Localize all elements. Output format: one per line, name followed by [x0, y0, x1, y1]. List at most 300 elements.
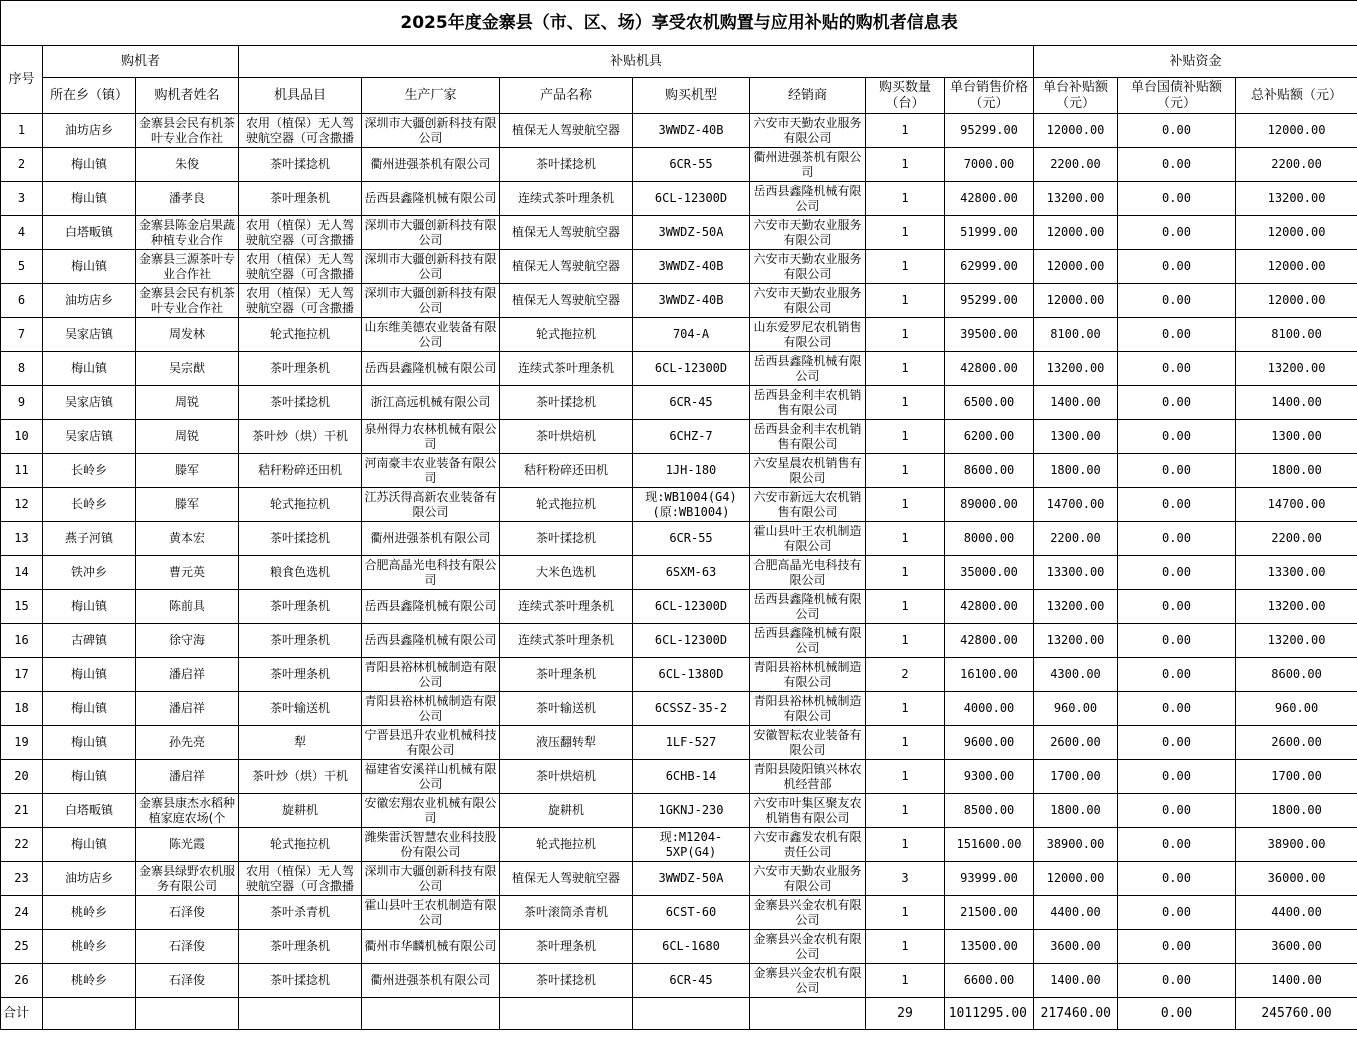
cell-manufacturer	[362, 794, 500, 828]
cell-unit-subsidy	[1034, 352, 1118, 386]
cell-product-text: 大米色选机	[535, 565, 596, 579]
cell-unit-bond-subsidy-text: 0.00	[1162, 633, 1191, 647]
cell-unit-bond-subsidy-text: 0.00	[1162, 429, 1191, 443]
cell-total-subsidy-text: 1300.00	[1271, 429, 1322, 443]
cell-total-subsidy	[1236, 862, 1357, 896]
cell-model	[633, 454, 750, 488]
cell-unit-price	[945, 352, 1034, 386]
cell-product-text: 茶叶理条机	[535, 667, 596, 681]
cell-township-text: 长岭乡	[70, 497, 107, 511]
cell-buyer-name-text: 潘孝良	[168, 191, 205, 205]
cell-unit-subsidy-text: 960.00	[1053, 701, 1098, 715]
cell-township-text: 吴家店镇	[64, 395, 113, 409]
cell-seq-text: 1	[17, 123, 26, 137]
cell-manufacturer-text: 浙江高远机械有限公司	[370, 395, 491, 409]
cell-unit-bond-subsidy-text: 0.00	[1162, 599, 1191, 613]
cell-township-text: 油坊店乡	[64, 871, 113, 885]
cell-category	[239, 352, 362, 386]
table-row	[1, 658, 1357, 692]
cell-model-text: 6CR-45	[669, 973, 713, 987]
cell-buyer-name	[136, 556, 239, 590]
table-row	[1, 386, 1357, 420]
cell-seq	[1, 590, 43, 624]
cell-total-subsidy-text: 4400.00	[1271, 905, 1322, 919]
cell-manufacturer-text: 岳西县鑫隆机械有限公司	[364, 191, 497, 205]
cell-unit-subsidy-text: 8100.00	[1050, 327, 1101, 341]
cell-unit-price	[945, 794, 1034, 828]
cell-unit-subsidy	[1034, 896, 1118, 930]
cell-unit-price-text: 42800.00	[960, 361, 1018, 375]
cell-dealer-text: 六安市天勤农业服务有限公司	[753, 115, 862, 145]
cell-township-text: 古碑镇	[70, 633, 107, 647]
cell-unit-price	[945, 658, 1034, 692]
cell-category-text: 茶叶炒（烘）干机	[251, 769, 348, 783]
cell-dealer-text: 山东爱罗尼农机销售有限公司	[753, 319, 862, 349]
cell-dealer	[750, 794, 866, 828]
cell-model-text: 3WWDZ-40B	[658, 123, 724, 137]
cell-buyer-name	[136, 522, 239, 556]
cell-dealer-text: 岳西县鑫隆机械有限公司	[753, 625, 862, 655]
cell-unit-price	[945, 556, 1034, 590]
cell-unit-subsidy-text: 12000.00	[1046, 871, 1105, 885]
header-category: 机具品目	[239, 78, 362, 114]
cell-model-text: 6CL-1380D	[658, 667, 724, 681]
cell-seq	[1, 522, 43, 556]
cell-category-text: 茶叶揉捻机	[269, 531, 330, 545]
cell-buyer-name-text: 金寨县会民有机茶叶专业合作社	[138, 115, 235, 145]
cell-township-text: 梅山镇	[70, 701, 107, 715]
cell-unit-price	[945, 488, 1034, 522]
cell-dealer	[750, 454, 866, 488]
cell-buyer-name-text: 吴宗猷	[168, 361, 205, 375]
cell-unit-subsidy-text: 13200.00	[1046, 361, 1105, 375]
cell-unit-price	[945, 454, 1034, 488]
cell-township	[43, 284, 136, 318]
cell-manufacturer-text: 青阳县裕林机械制造有限公司	[364, 659, 497, 689]
cell-total-subsidy	[1236, 522, 1357, 556]
cell-unit-price-text: 151600.00	[956, 837, 1022, 851]
cell-buyer-name-text: 滕军	[174, 463, 199, 477]
cell-seq-text: 4	[17, 225, 26, 239]
cell-manufacturer	[362, 454, 500, 488]
cell-manufacturer	[362, 930, 500, 964]
cell-total-subsidy	[1236, 454, 1357, 488]
cell-unit-subsidy-text: 13200.00	[1046, 599, 1105, 613]
cell-quantity	[866, 420, 945, 454]
cell-category-text: 茶叶揉捻机	[269, 395, 330, 409]
cell-unit-subsidy	[1034, 522, 1118, 556]
cell-buyer-name-text: 周锐	[174, 429, 199, 443]
cell-product	[500, 658, 633, 692]
cell-township-text: 白塔畈镇	[64, 803, 113, 817]
cell-category-text: 茶叶理条机	[269, 599, 330, 613]
cell-manufacturer	[362, 964, 500, 998]
cell-quantity-text: 1	[901, 429, 909, 443]
cell-buyer-name	[136, 488, 239, 522]
cell-dealer-text: 岳西县鑫隆机械有限公司	[753, 591, 862, 621]
cell-seq	[1, 862, 43, 896]
cell-total-subsidy	[1236, 114, 1357, 148]
cell-township-text: 油坊店乡	[64, 293, 113, 307]
cell-manufacturer-text: 山东维美德农业装备有限公司	[364, 319, 497, 349]
cell-unit-subsidy	[1034, 828, 1118, 862]
cell-unit-price	[945, 284, 1034, 318]
cell-buyer-name-text: 孙先亮	[168, 735, 205, 749]
cell-quantity-text: 1	[901, 939, 909, 953]
cell-township	[43, 828, 136, 862]
cell-model-text: 6CR-55	[669, 531, 713, 545]
cell-unit-subsidy	[1034, 964, 1118, 998]
cell-buyer-name	[136, 114, 239, 148]
cell-dealer	[750, 556, 866, 590]
cell-unit-price	[945, 760, 1034, 794]
cell-buyer-name-text: 石泽俊	[168, 973, 205, 987]
cell-township	[43, 488, 136, 522]
cell-dealer-text: 金寨县兴金农机有限公司	[753, 965, 862, 995]
cell-product	[500, 794, 633, 828]
cell-dealer-text: 合肥高晶光电科技有限公司	[753, 557, 862, 587]
cell-unit-bond-subsidy	[1118, 454, 1236, 488]
cell-quantity	[866, 590, 945, 624]
cell-total-subsidy-text: 1400.00	[1271, 395, 1322, 409]
cell-dealer-text: 岳西县金利丰农机销售有限公司	[753, 387, 862, 417]
cell-unit-price-text: 42800.00	[960, 191, 1018, 205]
cell-unit-price	[945, 726, 1034, 760]
cell-product-text: 茶叶烘焙机	[535, 429, 596, 443]
cell-seq-text: 3	[17, 191, 26, 205]
cell-unit-price	[945, 624, 1034, 658]
cell-model-text: 1LF-527	[665, 735, 717, 749]
cell-manufacturer	[362, 658, 500, 692]
cell-seq	[1, 896, 43, 930]
cell-unit-price-text: 9600.00	[963, 735, 1015, 749]
table-row	[1, 182, 1357, 216]
table-row	[1, 216, 1357, 250]
cell-township	[43, 420, 136, 454]
cell-category-text: 轮式拖拉机	[269, 497, 330, 511]
cell-product	[500, 862, 633, 896]
cell-unit-subsidy-text: 12000.00	[1046, 259, 1105, 273]
cell-product-text: 茶叶理条机	[535, 939, 596, 953]
cell-product	[500, 692, 633, 726]
cell-seq	[1, 386, 43, 420]
cell-unit-bond-subsidy	[1118, 896, 1236, 930]
cell-unit-price-text: 13500.00	[960, 939, 1018, 953]
cell-category-text: 茶叶杀青机	[269, 905, 330, 919]
cell-manufacturer-text: 青阳县裕林机械制造有限公司	[364, 693, 497, 723]
cell-category	[239, 556, 362, 590]
cell-model	[633, 658, 750, 692]
cell-seq	[1, 114, 43, 148]
cell-township-text: 吴家店镇	[64, 327, 113, 341]
cell-category-text: 农用（植保）无人驾驶航空器（可含撒播	[245, 285, 354, 315]
cell-unit-price	[945, 964, 1034, 998]
table-row	[1, 930, 1357, 964]
cell-total-subsidy-text: 13200.00	[1267, 191, 1326, 205]
cell-quantity	[866, 624, 945, 658]
cell-product	[500, 454, 633, 488]
cell-model-text: 1JH-180	[665, 463, 717, 477]
cell-product-text: 茶叶揉捻机	[535, 973, 596, 987]
cell-unit-bond-subsidy	[1118, 692, 1236, 726]
cell-quantity-text: 1	[901, 735, 909, 749]
cell-unit-price	[945, 692, 1034, 726]
cell-unit-subsidy-text: 12000.00	[1046, 123, 1105, 137]
cell-total-subsidy-text: 2200.00	[1271, 531, 1322, 545]
cell-model	[633, 318, 750, 352]
cell-quantity	[866, 556, 945, 590]
cell-dealer-text: 青阳县裕林机械制造有限公司	[753, 693, 862, 723]
cell-total-subsidy-text: 1700.00	[1271, 769, 1322, 783]
cell-unit-price-text: 4000.00	[963, 701, 1015, 715]
cell-total-subsidy	[1236, 964, 1357, 998]
cell-buyer-name-text: 潘启祥	[168, 701, 205, 715]
cell-seq-text: 13	[14, 531, 29, 545]
cell-quantity-text: 1	[901, 395, 909, 409]
cell-model-text: 现:M1204-5XP(G4)	[659, 829, 723, 859]
cell-model	[633, 114, 750, 148]
cell-township	[43, 896, 136, 930]
cell-unit-bond-subsidy	[1118, 794, 1236, 828]
cell-quantity	[866, 692, 945, 726]
cell-unit-bond-subsidy-text: 0.00	[1162, 701, 1191, 715]
cell-unit-subsidy-text: 1700.00	[1050, 769, 1101, 783]
cell-buyer-name	[136, 318, 239, 352]
totals-empty-cell	[500, 998, 633, 1030]
cell-quantity	[866, 760, 945, 794]
cell-seq	[1, 182, 43, 216]
cell-township	[43, 454, 136, 488]
cell-category	[239, 420, 362, 454]
cell-buyer-name-text: 滕军	[174, 497, 199, 511]
cell-seq-text: 22	[14, 837, 29, 851]
cell-township-text: 梅山镇	[70, 769, 107, 783]
cell-manufacturer-text: 岳西县鑫隆机械有限公司	[364, 361, 497, 375]
cell-buyer-name	[136, 284, 239, 318]
cell-model-text: 6CHB-14	[665, 769, 717, 783]
cell-unit-subsidy-text: 12000.00	[1046, 293, 1105, 307]
cell-category	[239, 182, 362, 216]
cell-seq	[1, 624, 43, 658]
cell-category-text: 茶叶理条机	[269, 939, 330, 953]
cell-seq-text: 2	[17, 157, 26, 171]
cell-seq	[1, 250, 43, 284]
cell-product	[500, 148, 633, 182]
cell-township	[43, 760, 136, 794]
table-row	[1, 624, 1357, 658]
cell-quantity-text: 1	[901, 259, 909, 273]
cell-unit-bond-subsidy	[1118, 964, 1236, 998]
cell-seq	[1, 488, 43, 522]
cell-dealer-text: 衢州进强茶机有限公司	[753, 149, 862, 179]
cell-dealer	[750, 828, 866, 862]
cell-quantity	[866, 522, 945, 556]
cell-township	[43, 386, 136, 420]
cell-unit-bond-subsidy-text: 0.00	[1162, 803, 1191, 817]
cell-seq-text: 10	[14, 429, 29, 443]
cell-manufacturer	[362, 216, 500, 250]
cell-dealer	[750, 760, 866, 794]
cell-unit-bond-subsidy	[1118, 250, 1236, 284]
cell-unit-price	[945, 590, 1034, 624]
cell-quantity	[866, 930, 945, 964]
cell-quantity	[866, 964, 945, 998]
cell-seq-text: 17	[14, 667, 29, 681]
cell-category	[239, 386, 362, 420]
cell-buyer-name	[136, 896, 239, 930]
cell-unit-price-text: 42800.00	[960, 599, 1018, 613]
cell-dealer-text: 岳西县鑫隆机械有限公司	[753, 353, 862, 383]
cell-quantity-text: 1	[901, 497, 909, 511]
cell-manufacturer	[362, 148, 500, 182]
cell-category-text: 轮式拖拉机	[269, 837, 330, 851]
cell-dealer	[750, 896, 866, 930]
cell-seq	[1, 454, 43, 488]
cell-unit-bond-subsidy	[1118, 556, 1236, 590]
cell-category-text: 农用（植保）无人驾驶航空器（可含撒播	[245, 251, 354, 281]
cell-model-text: 6CR-55	[669, 157, 713, 171]
cell-unit-price-text: 8500.00	[963, 803, 1015, 817]
cell-category	[239, 216, 362, 250]
cell-buyer-name-text: 潘启祥	[168, 769, 205, 783]
cell-total-subsidy	[1236, 250, 1357, 284]
cell-category	[239, 964, 362, 998]
cell-manufacturer	[362, 284, 500, 318]
cell-seq	[1, 420, 43, 454]
cell-unit-price-text: 93999.00	[960, 871, 1018, 885]
cell-seq	[1, 556, 43, 590]
cell-quantity	[866, 862, 945, 896]
cell-unit-subsidy	[1034, 726, 1118, 760]
cell-unit-subsidy-text: 13200.00	[1046, 191, 1105, 205]
cell-category	[239, 284, 362, 318]
cell-unit-bond-subsidy	[1118, 760, 1236, 794]
cell-unit-subsidy	[1034, 794, 1118, 828]
cell-buyer-name-text: 陈前具	[168, 599, 205, 613]
cell-unit-price-text: 89000.00	[960, 497, 1018, 511]
cell-unit-bond-subsidy	[1118, 420, 1236, 454]
page-title: 2025年度金寨县（市、区、场）享受农机购置与应用补贴的购机者信息表	[1, 1, 1357, 46]
cell-manufacturer	[362, 760, 500, 794]
cell-product	[500, 760, 633, 794]
cell-manufacturer-text: 潍柴雷沃智慧农业科技股份有限公司	[364, 829, 497, 859]
cell-quantity-text: 1	[901, 973, 909, 987]
table-row	[1, 556, 1357, 590]
cell-unit-subsidy-text: 38900.00	[1046, 837, 1105, 851]
cell-manufacturer-text: 霍山县叶王农机制造有限公司	[364, 897, 497, 927]
cell-manufacturer	[362, 522, 500, 556]
cell-category-text: 茶叶揉捻机	[269, 157, 330, 171]
cell-product	[500, 386, 633, 420]
cell-township-text: 梅山镇	[70, 157, 107, 171]
cell-quantity	[866, 488, 945, 522]
cell-total-subsidy-text: 14700.00	[1267, 497, 1326, 511]
cell-unit-price-text: 62999.00	[960, 259, 1018, 273]
cell-total-subsidy-text: 1800.00	[1271, 463, 1322, 477]
cell-manufacturer-text: 衢州进强茶机有限公司	[370, 531, 491, 545]
cell-seq-text: 6	[17, 293, 26, 307]
cell-seq	[1, 284, 43, 318]
cell-unit-subsidy-text: 13300.00	[1046, 565, 1105, 579]
cell-total-subsidy	[1236, 896, 1357, 930]
cell-product	[500, 828, 633, 862]
cell-model	[633, 522, 750, 556]
cell-manufacturer	[362, 318, 500, 352]
cell-unit-bond-subsidy	[1118, 522, 1236, 556]
cell-dealer	[750, 930, 866, 964]
cell-model-text: 6CL-1680	[662, 939, 720, 953]
cell-seq	[1, 726, 43, 760]
cell-unit-subsidy	[1034, 318, 1118, 352]
cell-model	[633, 828, 750, 862]
cell-unit-bond-subsidy-text: 0.00	[1162, 939, 1191, 953]
cell-manufacturer-text: 深圳市大疆创新科技有限公司	[364, 251, 497, 281]
cell-total-subsidy-text: 13200.00	[1267, 633, 1326, 647]
table-row	[1, 454, 1357, 488]
cell-category	[239, 590, 362, 624]
totals-row	[1, 998, 1357, 1030]
header-product: 产品名称	[500, 78, 633, 114]
cell-model-text: 3WWDZ-40B	[658, 259, 724, 273]
cell-buyer-name	[136, 148, 239, 182]
cell-dealer	[750, 862, 866, 896]
cell-manufacturer-text: 深圳市大疆创新科技有限公司	[364, 285, 497, 315]
cell-seq-text: 19	[14, 735, 29, 749]
cell-dealer	[750, 114, 866, 148]
cell-unit-bond-subsidy-text: 0.00	[1162, 667, 1191, 681]
cell-unit-price-text: 8000.00	[963, 531, 1015, 545]
totals-bond: 0.00	[1118, 998, 1236, 1030]
cell-category	[239, 454, 362, 488]
cell-unit-price-text: 9300.00	[963, 769, 1015, 783]
cell-unit-bond-subsidy	[1118, 386, 1236, 420]
cell-unit-bond-subsidy	[1118, 114, 1236, 148]
cell-manufacturer-text: 衢州进强茶机有限公司	[370, 973, 491, 987]
cell-product-text: 植保无人驾驶航空器	[511, 259, 620, 273]
totals-empty-cell	[43, 998, 136, 1030]
cell-unit-bond-subsidy	[1118, 624, 1236, 658]
cell-manufacturer-text: 江苏沃得高新农业装备有限公司	[364, 489, 497, 519]
cell-dealer-text: 六安市天勤农业服务有限公司	[753, 217, 862, 247]
cell-total-subsidy-text: 12000.00	[1267, 225, 1326, 239]
cell-seq-text: 20	[14, 769, 29, 783]
cell-buyer-name	[136, 352, 239, 386]
cell-unit-bond-subsidy-text: 0.00	[1162, 463, 1191, 477]
cell-buyer-name	[136, 658, 239, 692]
cell-unit-bond-subsidy-text: 0.00	[1162, 769, 1191, 783]
cell-model	[633, 352, 750, 386]
cell-dealer	[750, 182, 866, 216]
cell-total-subsidy-text: 960.00	[1274, 701, 1319, 715]
cell-product	[500, 114, 633, 148]
cell-township	[43, 556, 136, 590]
cell-buyer-name-text: 曹元英	[168, 565, 205, 579]
cell-product-text: 液压翻转犁	[535, 735, 596, 749]
cell-seq-text: 21	[14, 803, 29, 817]
cell-manufacturer	[362, 488, 500, 522]
cell-category	[239, 488, 362, 522]
cell-seq-text: 25	[14, 939, 29, 953]
cell-dealer	[750, 216, 866, 250]
cell-unit-subsidy-text: 2200.00	[1050, 157, 1101, 171]
cell-product-text: 连续式茶叶理条机	[517, 633, 614, 647]
cell-quantity-text: 3	[901, 871, 909, 885]
cell-model	[633, 726, 750, 760]
cell-unit-subsidy-text: 14700.00	[1046, 497, 1105, 511]
cell-quantity	[866, 284, 945, 318]
cell-unit-bond-subsidy	[1118, 148, 1236, 182]
cell-total-subsidy-text: 13200.00	[1267, 361, 1326, 375]
